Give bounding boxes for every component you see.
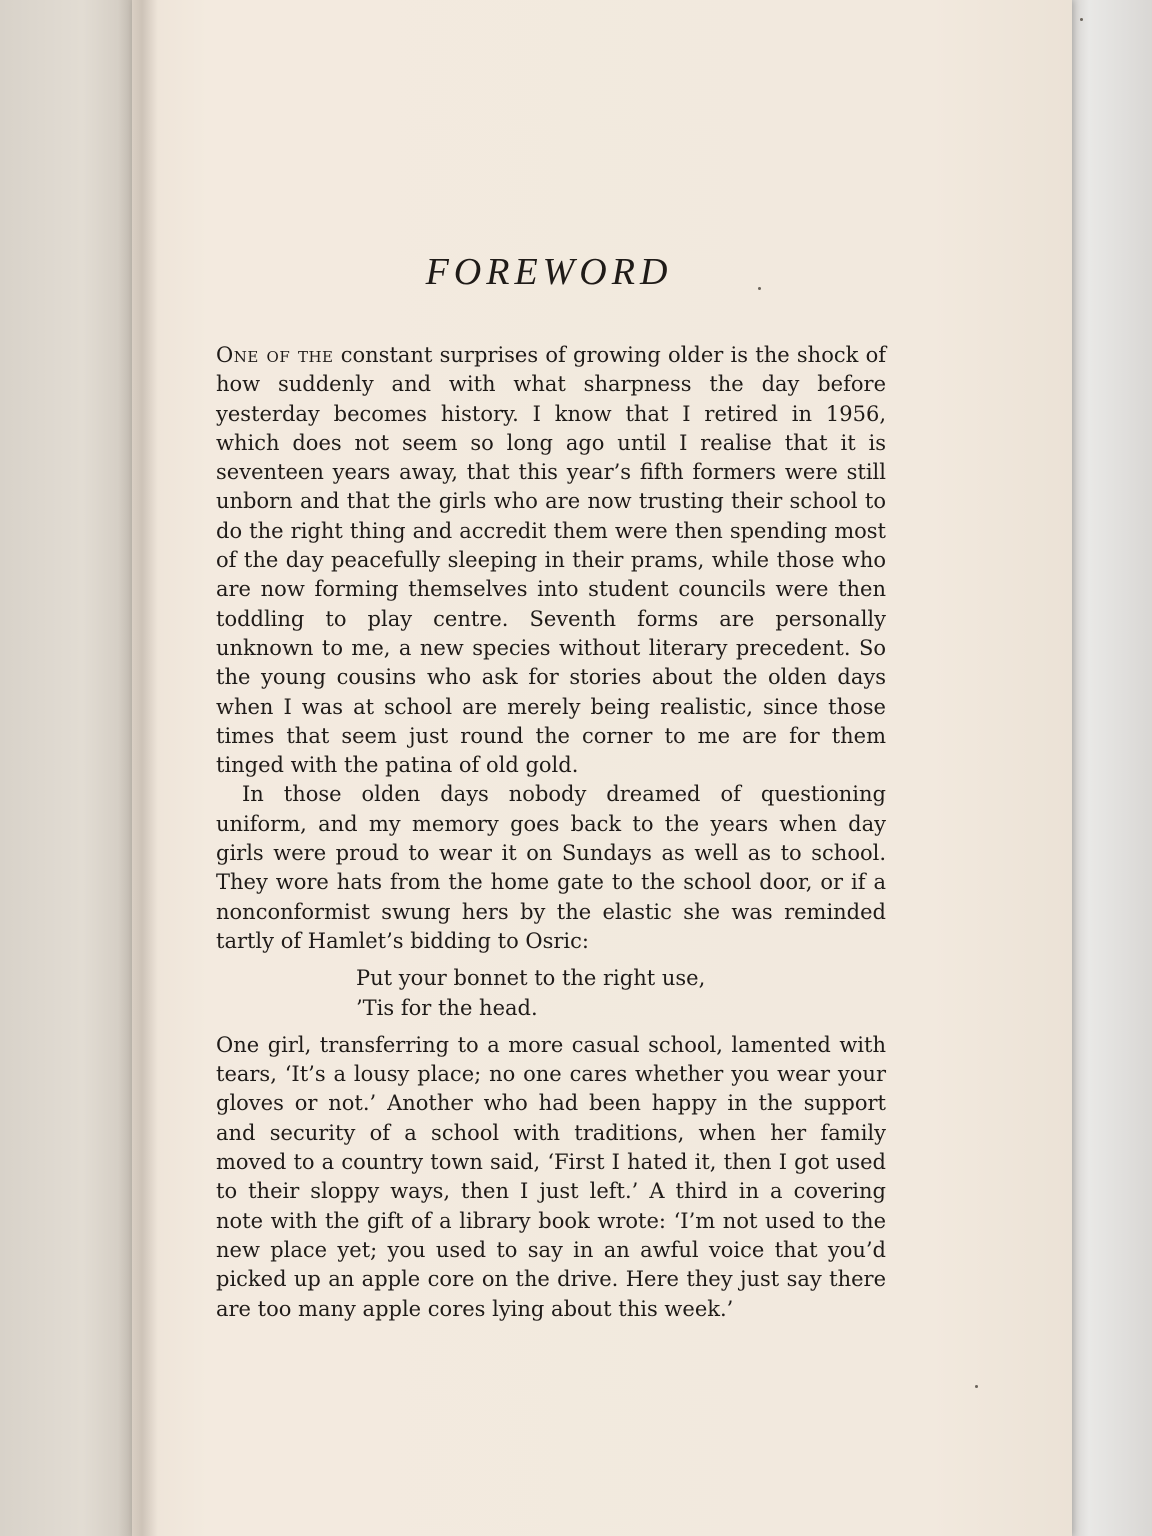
- paper-speck: [1080, 18, 1083, 21]
- paragraph-1-text: constant surprises of growing older is the shock of how suddenly and with what sharpness the day before yesterday becomes history. I know that I retired in 1956, which does not seem so long ago until I realise that it is seventeen years away, that this year’s fifth formers were still unborn and that the girls who are now trusting their school to do the right thing and accredit them were then spending most of the day peacefully sleeping in their prams, while those who are now forming themselves into student councils were then toddling to play centre. Seventh forms are personally unknown to me, a new species without literary precedent. So the young cousins who ask for stories about the olden days when I was at school are merely being realistic, since those times that seem just round the corner to me are for them tinged with the patina of old gold.: [216, 343, 886, 778]
- paragraph-1: [216, 341, 886, 780]
- foreword-text: [216, 341, 886, 1324]
- paragraph-lead: One of the: [216, 343, 334, 367]
- paper-speck: [975, 1385, 978, 1388]
- verse-line-2: ’Tis for the head.: [356, 995, 538, 1020]
- paper-speck: [758, 287, 761, 290]
- verse-line-1: Put your bonnet to the right use,: [356, 966, 706, 991]
- book-cover-edge: [1062, 0, 1152, 1536]
- verse-quote: [356, 964, 886, 1023]
- page-title: FOREWORD: [425, 251, 673, 293]
- paragraph-3: One girl, transferring to a more casual school, lamented with tears, ‘It’s a lousy place; no one cares whether you wear your gloves or not.’ Another who had been happy in the support and security of a school with traditions, when her family moved to a country town said, ‘First I hated it, then I got used to their sloppy ways, then I just left.’ A third in a covering note with the gift of a library book wrote: ‘I’m not used to the new place yet; you used to say in an awful voice that you’d picked up an apple core on the drive. Here they just say there are too many apple cores lying about this week.’: [216, 1032, 886, 1321]
- paragraph-2: In those olden days nobody dreamed of questioning uniform, and my memory goes back to the years when day girls were proud to wear it on Sundays as well as to school. They wore hats from the home gate to the school door, or if a nonconformist swung hers by the elastic she was reminded tartly of Hamlet’s bidding to Osric:: [216, 782, 886, 953]
- page-gutter-shadow: [118, 0, 158, 1536]
